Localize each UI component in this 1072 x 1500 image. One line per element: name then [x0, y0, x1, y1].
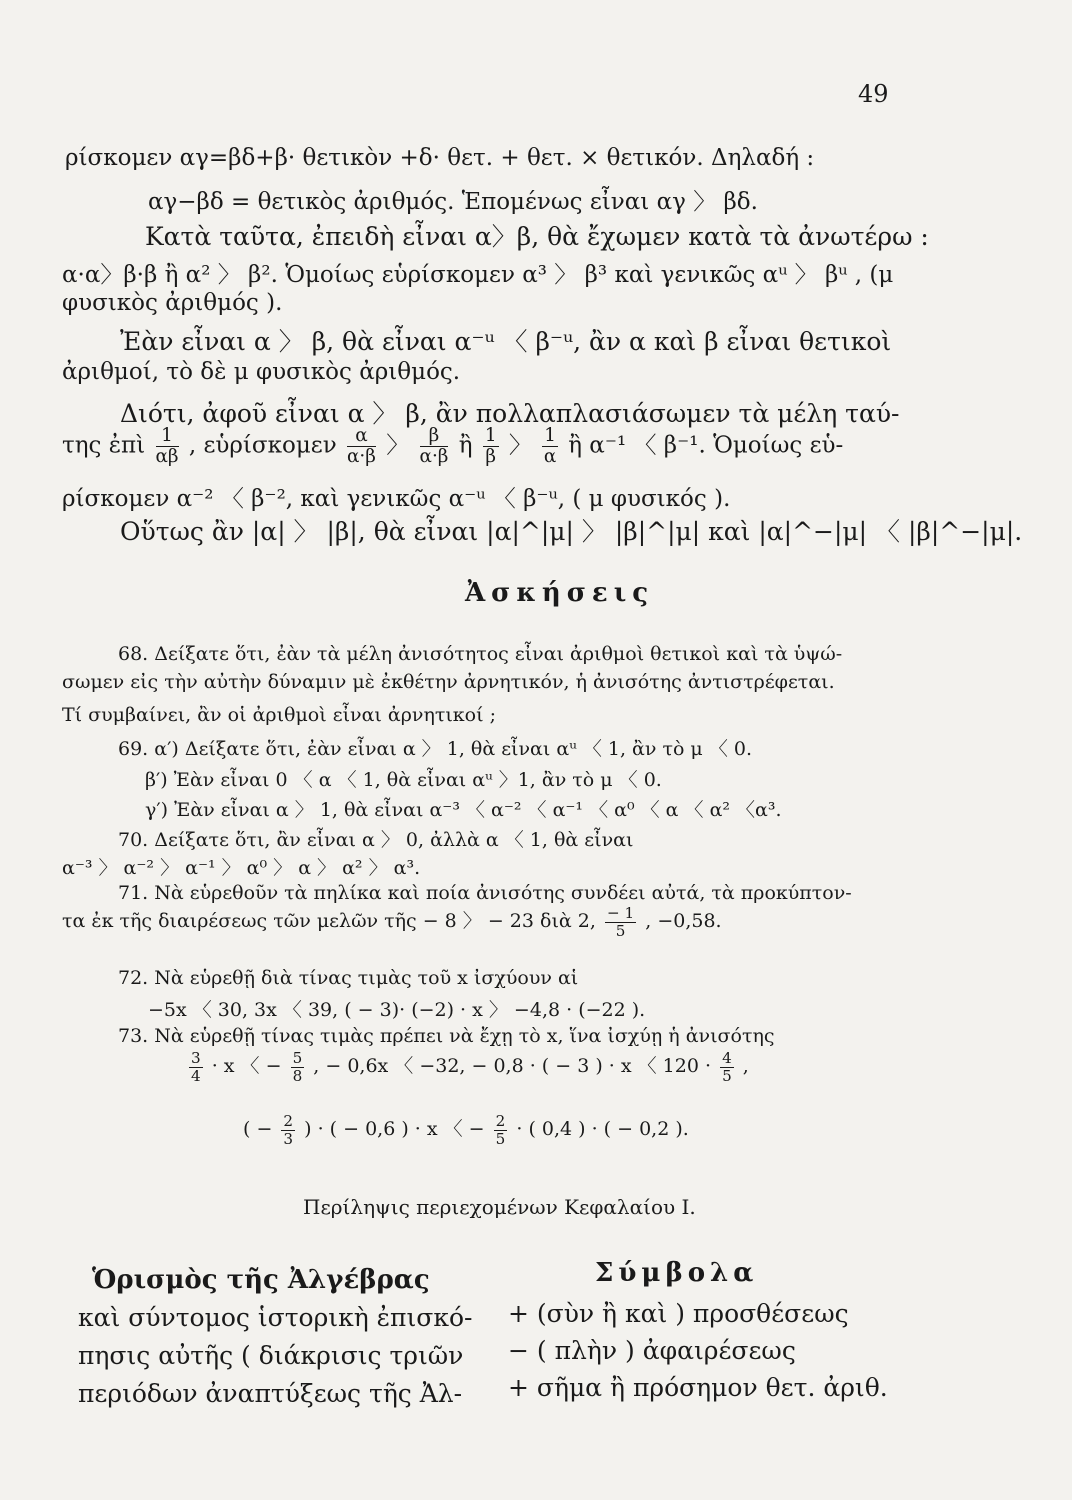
- exercise-70-line-1: 70. Δείξατε ὅτι, ἂν εἶναι α 〉 0, ἀλλὰ α 〈 1, θὰ εἶναι: [118, 829, 634, 851]
- body-line-7: ἀριθμοί, τὸ δὲ μ φυσικὸς ἀριθμός.: [62, 359, 461, 385]
- right-column-line-3: + σῆμα ἢ πρόσημον θετ. ἀριθ.: [508, 1373, 888, 1402]
- numerator: − 1: [606, 904, 635, 922]
- denominator: αβ: [155, 446, 179, 468]
- text-segment: ἢ α⁻¹ 〈 β⁻¹. Ὁμοίως εὑ-: [568, 432, 844, 459]
- body-line-11: Οὕτως ἂν |α| 〉 |β|, θὰ εἶναι |α|^|μ| 〉 |β|^|μ| καὶ |α|^−|μ| 〈 |β|^−|μ|.: [120, 517, 1023, 546]
- text-segment: ( −: [243, 1118, 273, 1141]
- body-line-5: φυσικὸς ἀριθμός ).: [62, 290, 283, 316]
- fraction-a-over-ab: [347, 426, 376, 467]
- right-column-line-1: + (σὺν ἢ καὶ ) προσθέσεως: [508, 1299, 849, 1328]
- exercise-68-line-1: 68. Δείξατε ὅτι, ἐὰν τὰ μέλη ἀνισότητος εἶναι ἀριθμοὶ θετικοὶ καὶ τὰ ὑψώ-: [118, 643, 843, 665]
- exercises-heading: Ἀσκήσεις: [465, 578, 655, 608]
- fraction-one-over-ab: [156, 426, 179, 467]
- text-segment: ,: [742, 1055, 749, 1078]
- exercise-71-line-1: 71. Νὰ εὑρεθοῦν τὰ πηλίκα καὶ ποία ἀνισότης συνδέει αὐτά, τὰ προκύπτον-: [118, 882, 852, 904]
- numerator: 1: [544, 425, 556, 446]
- fraction-3-4: [189, 1050, 203, 1084]
- denominator: 3: [283, 1129, 294, 1148]
- numerator: 2: [495, 1112, 506, 1130]
- denominator: α·β: [347, 446, 376, 468]
- body-line-3: Κατὰ ταῦτα, ἐπειδὴ εἶναι α〉β, θὰ ἔχωμεν κατὰ τὰ ἀνωτέρω :: [145, 222, 929, 251]
- denominator: 5: [495, 1129, 506, 1148]
- denominator: 4: [191, 1066, 201, 1085]
- left-column-line-3: περιόδων ἀναπτύξεως τῆς Ἀλ-: [78, 1379, 463, 1408]
- exercise-72-line-1: 72. Νὰ εὑρεθῇ διὰ τίνας τιμὰς τοῦ x ἰσχύουν αἱ: [118, 967, 579, 989]
- body-line-6: Ἐὰν εἶναι α 〉 β, θὰ εἶναι α⁻ᵘ 〈 β⁻ᵘ, ἂν α καὶ β εἶναι θετικοὶ: [120, 327, 892, 356]
- page-number: 49: [858, 80, 889, 108]
- numerator: β: [420, 426, 449, 447]
- right-column-line-2: − ( πλὴν ) ἀφαιρέσεως: [508, 1336, 796, 1365]
- text-segment: της ἐπὶ: [62, 432, 146, 459]
- fraction-one-over-a: [542, 426, 558, 467]
- body-line-8: Διότι, ἀφοῦ εἶναι α 〉 β, ἂν πολλαπλασιάσωμεν τὰ μέλη ταύ-: [120, 399, 900, 428]
- body-line-9: [62, 426, 843, 467]
- text-segment: , εὑρίσκομεν: [188, 432, 337, 459]
- numerator: α: [347, 426, 376, 447]
- left-column-line-1: καὶ σύντομος ἱστορικὴ ἐπισκό-: [78, 1303, 473, 1332]
- exercise-71-line-2: [62, 905, 722, 939]
- summary-title: Περίληψις περιεχομένων Κεφαλαίου Ι.: [303, 1195, 696, 1219]
- text-segment: 〉: [386, 432, 410, 459]
- text-segment: ) · ( − 0,6 ) · x 〈 −: [304, 1118, 485, 1141]
- denominator: β: [485, 446, 497, 468]
- denominator: 5: [722, 1066, 732, 1085]
- left-column-line-2: πησις αὐτῆς ( διάκρισις τριῶν: [78, 1341, 464, 1370]
- exercise-69-line-3: γ′) Ἐὰν εἶναι α 〉 1, θὰ εἶναι α⁻³ 〈 α⁻² 〈 α⁻¹ 〈 α⁰ 〈 α 〈 α² 〈α³.: [145, 799, 782, 821]
- numerator: 4: [722, 1049, 732, 1067]
- text-segment: · x 〈 −: [211, 1055, 282, 1078]
- numerator: 3: [191, 1049, 201, 1067]
- numerator: 1: [156, 426, 179, 447]
- exercise-73-inequality-1: [186, 1050, 749, 1084]
- text-segment: , −0,58.: [645, 910, 722, 933]
- denominator: α: [543, 446, 557, 468]
- body-line-4: α·α〉β·β ἢ α² 〉 β². Ὁμοίως εὑρίσκομεν α³ 〉 β³ καὶ γενικῶς αᵘ 〉 βᵘ , (μ: [62, 262, 894, 288]
- fraction-2-3: [281, 1113, 295, 1147]
- numerator: 5: [292, 1049, 303, 1067]
- fraction-b-over-ab: [420, 426, 449, 467]
- exercise-69-line-1: 69. α′) Δείξατε ὅτι, ἐὰν εἶναι α 〉 1, θὰ εἶναι αᵘ 〈 1, ἂν τὸ μ 〈 0.: [118, 738, 752, 760]
- exercise-73-inequality-2: [243, 1113, 689, 1147]
- text-segment: ἢ: [458, 432, 473, 459]
- left-column-heading: Ὁρισμὸς τῆς Ἀλγέβρας: [92, 1265, 430, 1295]
- fraction-2-5: [494, 1113, 508, 1147]
- exercise-69-line-2: β′) Ἐὰν εἶναι 0 〈 α 〈 1, θὰ εἶναι αᵘ 〉1, ἂν τὸ μ 〈 0.: [145, 769, 662, 791]
- numerator: 2: [283, 1112, 294, 1130]
- denominator: 8: [292, 1066, 303, 1085]
- text-segment: τα ἐκ τῆς διαιρέσεως τῶν μελῶν τῆς − 8 〉 − 23 διὰ 2,: [62, 910, 596, 933]
- body-line-1: ρίσκομεν αγ=βδ+β· θετικὸν +δ· θετ. + θετ. × θετικόν. Δηλαδή :: [65, 145, 815, 171]
- denominator: α·β: [419, 446, 449, 468]
- fraction-one-over-b: [483, 426, 499, 467]
- right-column-heading: Σύμβολα: [595, 1258, 759, 1288]
- body-line-2: αγ−βδ = θετικὸς ἀριθμός. Ἑπομένως εἶναι αγ 〉 βδ.: [148, 189, 758, 215]
- fraction-minus-one-fifth: [605, 905, 636, 939]
- denominator: 5: [615, 921, 626, 940]
- text-segment: 〉: [508, 432, 532, 459]
- exercise-72-line-2: −5x 〈 30, 3x 〈 39, ( − 3)· (−2) · x 〉 −4,8 · (−22 ).: [148, 999, 646, 1021]
- exercise-73-line-1: 73. Νὰ εὑρεθῇ τίνας τιμὰς πρέπει νὰ ἔχῃ τὸ x, ἵνα ἰσχύῃ ἡ ἀνισότης: [118, 1025, 775, 1047]
- exercise-68-line-3: Τί συμβαίνει, ἂν οἱ ἀριθμοὶ εἶναι ἀρνητικοί ;: [62, 704, 496, 726]
- text-segment: · ( 0,4 ) · ( − 0,2 ).: [516, 1118, 689, 1141]
- exercise-68-line-2: σωμεν εἰς τὴν αὐτὴν δύναμιν μὲ ἐκθέτην ἀρνητικόν, ἡ ἀνισότης ἀντιστρέφεται.: [62, 671, 835, 693]
- numerator: 1: [484, 425, 497, 446]
- fraction-5-8: [291, 1050, 305, 1084]
- fraction-4-5: [720, 1050, 734, 1084]
- body-line-10: ρίσκομεν α⁻² 〈 β⁻², καὶ γενικῶς α⁻ᵘ 〈 β⁻ᵘ, ( μ φυσικός ).: [62, 486, 731, 512]
- exercise-70-line-2: α⁻³ 〉 α⁻² 〉 α⁻¹ 〉 α⁰ 〉 α 〉 α² 〉 α³.: [62, 857, 421, 879]
- text-segment: , − 0,6x 〈 −32, − 0,8 · ( − 3 ) · x 〈 120 ·: [313, 1055, 712, 1078]
